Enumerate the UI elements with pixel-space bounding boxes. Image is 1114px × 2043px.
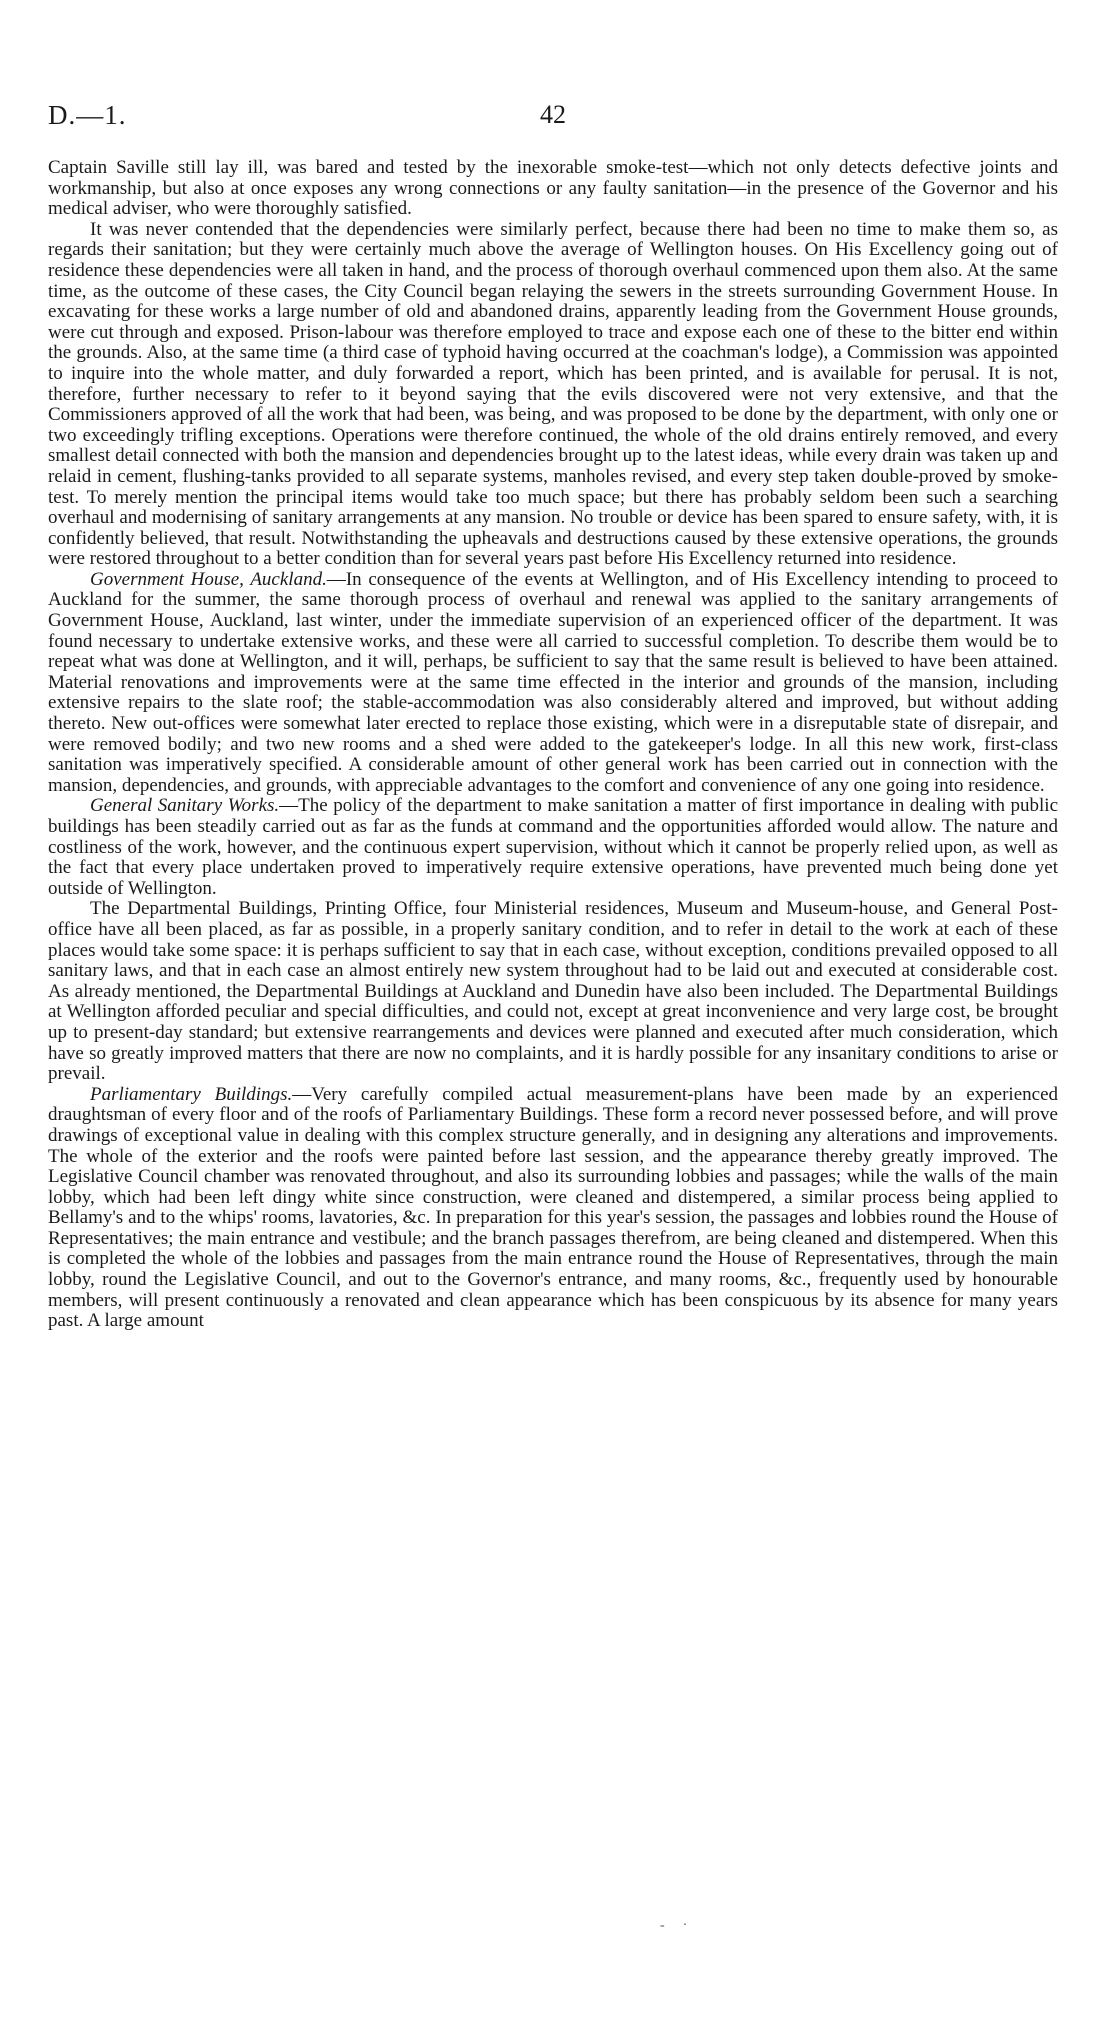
paragraph-text: It was never contended that the dependencies were similarly perfect, because there had been no time to make them so, as regards their sanitation; but they were certainly much above the average of Wellington houses. On His Excellency going out of residence these dependencies were all taken in hand, and the process of thorough overhaul commenced upon them also. At the same time, as the outcome of these cases, the City Council began relaying the sewers in the streets surrounding Government House. In excavating for these works a large number of old and abandoned drains, apparently leading from the Government House grounds, were cut through and exposed. Prison-labour was therefore employed to trace and expose each one of these to the bitter end within the grounds. Also, at the same time (a third case of typhoid having occurred at the coachman's lodge), a Commission was appointed to inquire into the whole matter, and duly forwarded a report, which has been printed, and is available for perusal. It is not, therefore, further necessary to refer to it beyond saying that the evils discovered were not very extensive, and that the Commissioners approved of all the work that had been, was being, and was proposed to be done by the department, with only one or two exceedingly trifling exceptions. Operations were therefore continued, the whole of the old drains entirely removed, and every smallest detail connected with both the mansion and dependencies brought up to the latest ideas, while every drain was taken up and relaid in cement, flushing-tanks provided to all separate systems, manholes revised, and every step taken double-proved by smoke-test. To merely mention the principal items would take too much space; but there has probably seldom been such a searching overhaul and modernising of sanitary arrangements at any mansion. No trouble or device has been spared to ensure safety, with, it is confidently believed, that result. Notwithstanding the upheavals and destructions caused by these extensive operations, the grounds were restored throughout to a better condition than for several years past before His Excellency returned into residence. [48, 218, 1058, 570]
paragraph [48, 899, 1058, 1084]
document-reference: D.—1. [48, 100, 127, 130]
page-header [48, 100, 1058, 140]
paragraph-text: —In consequence of the events at Wellington, and of His Excellency intending to proceed to Auckland for the summer, the same thorough process of overhaul and renewal was applied to the sanitary arrangements of Government House, Auckland, last winter, under the immediate supervision of an experienced officer of the department. It was found necessary to undertake extensive works, and these were all carried to successful completion. To describe them would be to repeat what was done at Wellington, and it will, perhaps, be sufficient to say that the same result is believed to have been attained. Material renovations and improvements were at the same time effected in the interior and grounds of the mansion, including extensive repairs to the slate roof; the stable-accommodation was also considerably altered and improved, but without adding thereto. New out-offices were somewhat later erected to replace those existing, which were in a disreputable state of disrepair, and were removed bodily; and two new rooms and a shed were added to the gatekeeper's lodge. In all this new work, first-class sanitation was imperatively specified. A considerable amount of other general work has been carried out in connection with the mansion, dependencies, and grounds, with appreciable advantages to the comfort and convenience of any one going into residence. [48, 568, 1058, 796]
paragraph-text: —The policy of the department to make sanitation a matter of first importance in dealing with public buildings has been steadily carried out as far as the funds at command and the opportunities afforded would allow. The nature and costliness of the work, however, and the continuous expert supervision, without which it cannot be properly relied upon, as well as the fact that every place undertaken proved to imperatively require extensive operations, have prevented much being done yet outside of Wellington. [48, 795, 1059, 899]
paragraph-text: —Very carefully compiled actual measurement-plans have been made by an experienced draughtsman of every floor and of the roofs of Parliamentary Buildings. These form a record never possessed before, and will prove drawings of exceptional value in dealing with this complex structure generally, and in designing any alterations and improvements. The whole of the exterior and the roofs were painted before last session, and the appearance thereby greatly improved. The Legislative Council chamber was renovated throughout, and also its surrounding lobbies and passages; while the walls of the main lobby, which had been left dingy white since construction, were cleaned and distempered, a similar process being applied to Bellamy's and to the whips' rooms, lavatories, &c. In preparation for this year's session, the passages and lobbies round the House of Representatives; the main entrance and vestibule; and the branch passages therefrom, are being cleaned and distempered. When this is completed the whole of the lobbies and passages from the main entrance round the House of Representatives, through the main lobby, round the Legislative Council, and out to the Governor's entrance, and many rooms, &c., frequently used by honourable members, will present continuously a renovated and clean appearance which has been conspicuous by its absence for many years past. A large amount [48, 1083, 1058, 1332]
section-heading: Government House, Auckland. [90, 568, 327, 590]
paragraph [48, 796, 1058, 899]
paragraph [48, 1085, 1058, 1332]
paragraph-text: Captain Saville still lay ill, was bared and tested by the inexorable smoke-test—which not only detects defective joints and workmanship, but also at once exposes any wrong connections or any faulty sanitation—in the presence of the Governor and his medical adviser, who were thoroughly satisfied. [48, 157, 1058, 220]
paragraph [48, 158, 1058, 220]
paragraph-text: The Departmental Buildings, Printing Office, four Ministerial residences, Museum and Museum-house, and General Post-office have all been placed, as far as possible, in a properly sanitary condition, and to refer in detail to the work at each of these places would take some space: it is perhaps sufficient to say that in each case, without exception, conditions prevailed opposed to all sanitary laws, and that in each case an almost entirely new system throughout had to be laid out and executed at considerable cost. As already mentioned, the Departmental Buildings at Auckland and Dunedin have also been included. The Departmental Buildings at Wellington afforded peculiar and special difficulties, and could not, except at great inconvenience and very large cost, be brought up to present-day standard; but extensive rearrangements and devices were planned and executed after much consideration, which have so greatly improved matters that there are now no complaints, and it is hardly possible for any insanitary conditions to arise or prevail. [48, 898, 1058, 1085]
paragraph [48, 220, 1058, 570]
scan-speck-mark: -· [660, 1918, 706, 1933]
section-heading: Parliamentary Buildings. [90, 1083, 293, 1105]
paragraph [48, 570, 1058, 797]
page-number: 42 [540, 100, 566, 129]
body-text [48, 158, 1058, 1332]
section-heading: General Sanitary Works. [90, 795, 280, 817]
